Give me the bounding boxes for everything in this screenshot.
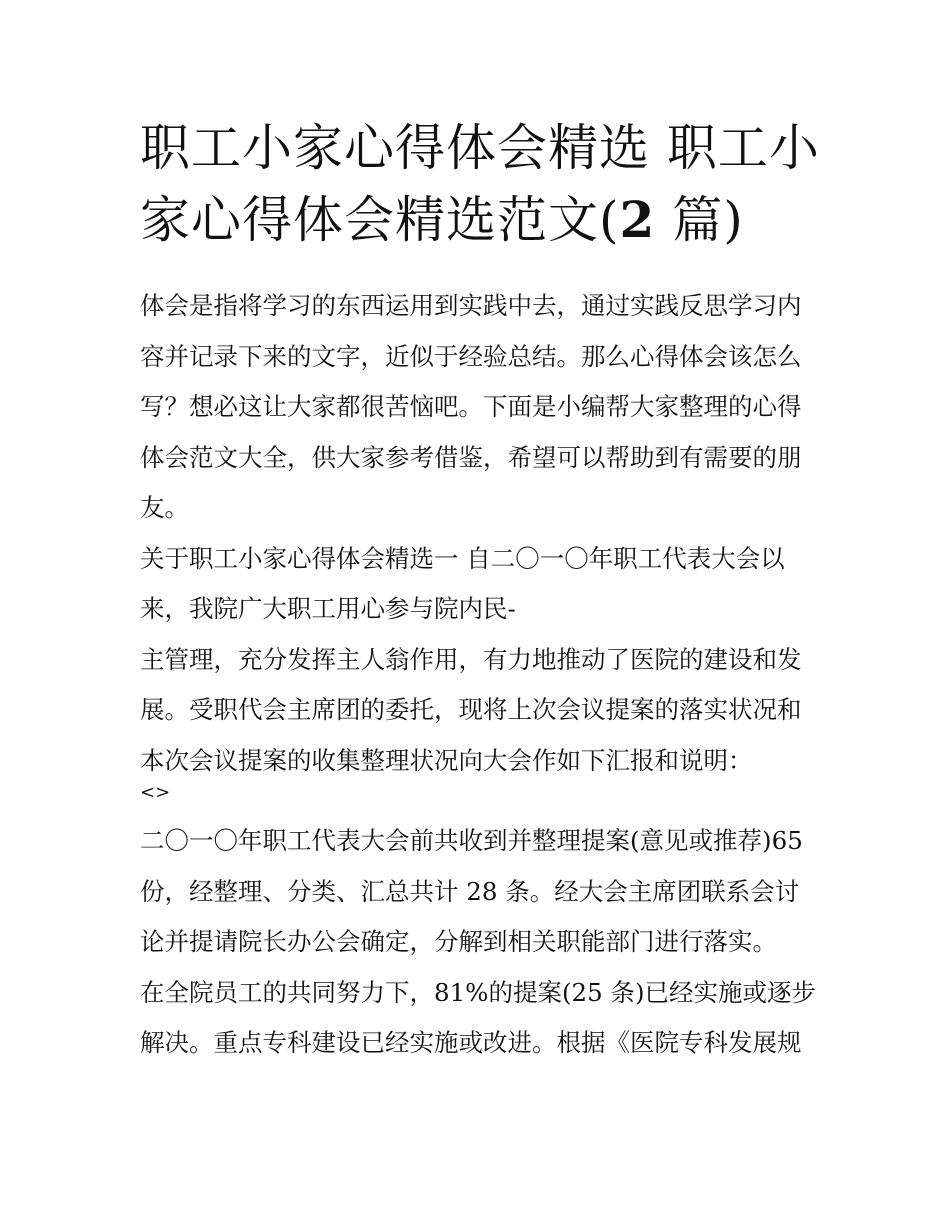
paragraph-intro: 体会是指将学习的东西运用到实践中去，通过实践反思学习内容并记录下来的文字，近似于经验总结。那么心得体会该怎么写？想必这让大家都很苦恼吧。下面是小编帮大家整理的心得体会范文大全，供大家参考借鉴，希望可以帮助到有需要的朋友。 bbox=[140, 291, 802, 522]
paragraph-proposals: 二〇一〇年职工代表大会前共收到并整理提案(意见或推荐)65份，经整理、分类、汇总共计 28 条。经大会主席团联系会讨论并提请院长办公会确定，分解到相关职能部门进行落实。 bbox=[140, 826, 803, 956]
paragraph-marker: <> bbox=[140, 782, 171, 803]
document-title bbox=[140, 112, 820, 256]
paragraph-section-one: 关于职工小家心得体会精选一 自二〇一〇年职工代表大会以来，我院广大职工用心参与院内民- bbox=[140, 543, 785, 623]
title-count: 2 bbox=[619, 190, 656, 249]
title-line-2-prefix: 家心得体会精选范文( bbox=[140, 191, 620, 249]
title-line-1: 职工小家心得体会精选 职工小 bbox=[140, 119, 820, 177]
paragraph-results: 在全院员工的共同努力下，81%的提案(25 条)已经实施或逐步解决。重点专科建设已经实施或改进。根据《医院专科发展规 bbox=[140, 977, 817, 1057]
title-line-2-suffix: 篇) bbox=[655, 191, 744, 249]
paragraph-management: 主管理，充分发挥主人翁作用，有力地推动了医院的建设和发展。受职代会主席团的委托，现将上次会议提案的落实状况和本次会议提案的收集整理状况向大会作如下汇报和说明： bbox=[140, 644, 802, 775]
document-body bbox=[140, 281, 820, 1069]
